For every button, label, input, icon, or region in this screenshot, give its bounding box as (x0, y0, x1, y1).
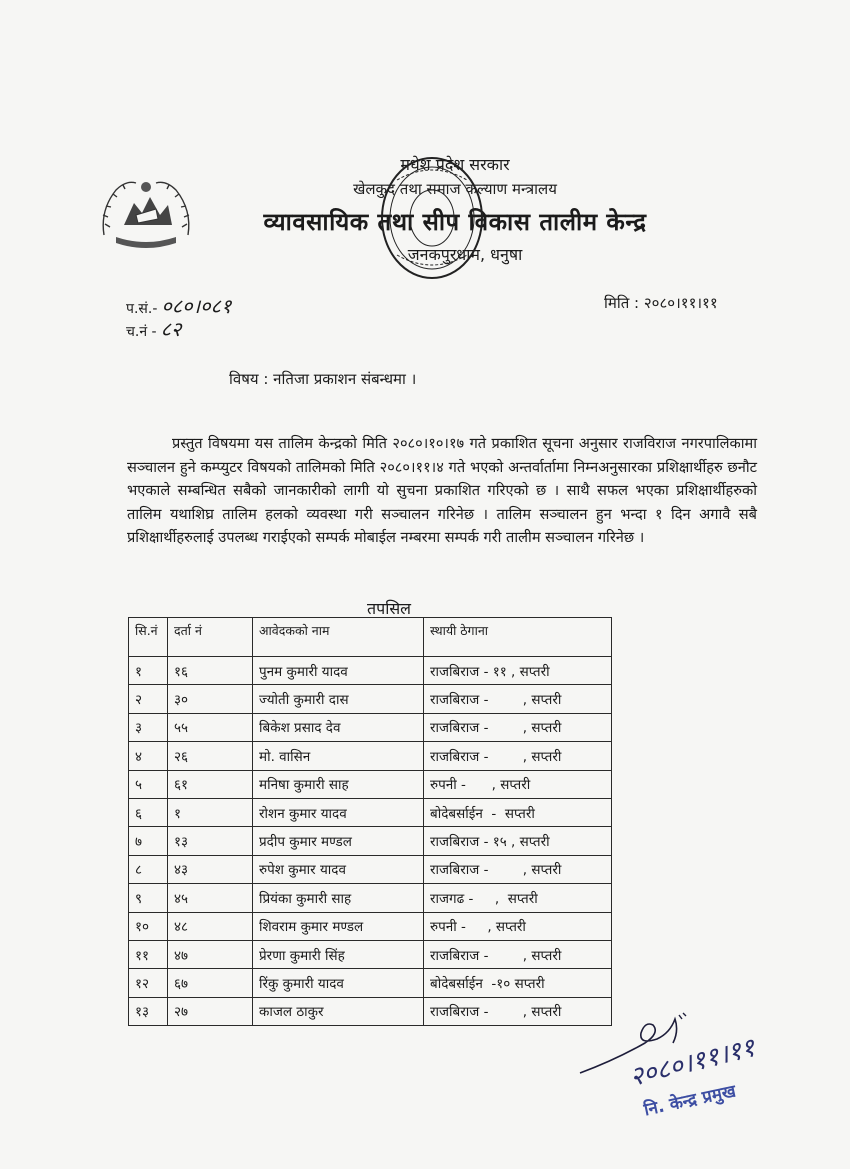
notice-body: प्रस्तुत विषयमा यस तालिम केन्द्रको मिति २०८०।१०।१७ गते प्रकाशित सूचना अनुसार राजविराज नगरपालिकामा सञ्चालन हुने कम्प्युटर विषयको तालिमको मिति २०८०।११।४ गते भएको अन्तर्वार्तामा निम्नअनुसारका प्रशिक्षार्थीहरु छनौट भएकाले सम्बन्धित सबैको जानकारीको लागी यो सुचना प्रकाशित गरिएको छ । साथै सफल भएका प्रशिक्षार्थीहरुको तालिम यथाशिघ्र तालिम हलको व्यवस्था गरी सञ्चालन गरिनेछ । तालिम सञ्चालन हुन भन्दा १ दिन अगावै सबै प्रशिक्षार्थीहरुलाई उपलब्ध गराईएको सम्पर्क मोबाईल नम्बरमा सम्पर्क गरी तालीम सञ्चालन गरिनेछ । (127, 435, 757, 546)
registration-number-cell: १ (168, 798, 253, 826)
signer-title: नि. केन्द्र प्रमुख (642, 1081, 738, 1121)
serial-number-cell: ८ (129, 855, 168, 883)
column-header: सि.नं (129, 618, 168, 657)
address-cell: राजबिराज - १५ , सप्तरी (424, 827, 612, 855)
center-location: जनकपुरधाम, धनुषा (407, 245, 523, 264)
table-row (129, 969, 612, 997)
registration-number-cell: १६ (168, 657, 253, 685)
registration-number-cell: ३० (168, 685, 253, 713)
serial-number-cell: २ (129, 685, 168, 713)
table-row (129, 798, 612, 826)
applicant-name-cell: पुनम कुमारी यादव (253, 657, 424, 685)
serial-number-cell: ११ (129, 940, 168, 968)
serial-number-cell: १० (129, 912, 168, 940)
column-header: स्थायी ठेगाना (424, 618, 612, 657)
applicant-name-cell: ज्योती कुमारी दास (253, 685, 424, 713)
table-row (129, 997, 612, 1025)
address-cell: राजबिराज - , सप्तरी (424, 742, 612, 770)
registration-number-cell: ६१ (168, 770, 253, 798)
address-cell: राजबिराज - ११ , सप्तरी (424, 657, 612, 685)
column-header: दर्ता नं (168, 618, 253, 657)
applicant-name-cell: शिवराम कुमार मण्डल (253, 912, 424, 940)
applicant-name-cell: बिकेश प्रसाद देव (253, 713, 424, 741)
reference-number: प.सं.- ०८०।०८१ (126, 294, 232, 318)
registration-number-cell: २६ (168, 742, 253, 770)
address-cell: राजगढ - , सप्तरी (424, 884, 612, 912)
signature-date: २०८०।११।११ (626, 1032, 759, 1093)
applicant-name-cell: प्रेरणा कुमारी सिंह (253, 940, 424, 968)
address-cell: रुपनी - , सप्तरी (424, 912, 612, 940)
table-row (129, 685, 612, 713)
registration-number-cell: ४३ (168, 855, 253, 883)
table-row (129, 770, 612, 798)
table-row (129, 657, 612, 685)
notice-date: मिति : २०८०।११।११ (604, 294, 718, 312)
address-cell: बोदेबर्साईन - सप्तरी (424, 798, 612, 826)
office-stamp-seal (375, 150, 490, 285)
table-caption: तपसिल (367, 599, 412, 618)
table-row (129, 912, 612, 940)
selected-trainees-table (128, 617, 612, 1026)
registration-number-cell: ४५ (168, 884, 253, 912)
government-name: मधेश प्रदेश सरकार (400, 155, 510, 174)
applicant-name-cell: रुपेश कुमार यादव (253, 855, 424, 883)
registration-number-cell: ४८ (168, 912, 253, 940)
applicant-name-cell: काजल ठाकुर (253, 997, 424, 1025)
applicant-name-cell: मो. वासिन (253, 742, 424, 770)
serial-number-cell: ६ (129, 798, 168, 826)
table-row (129, 827, 612, 855)
serial-number-cell: ९ (129, 884, 168, 912)
serial-number-cell: ५ (129, 770, 168, 798)
registration-number-cell: ६७ (168, 969, 253, 997)
serial-number-cell: १ (129, 657, 168, 685)
serial-number-cell: ४ (129, 742, 168, 770)
address-cell: राजबिराज - , सप्तरी (424, 940, 612, 968)
serial-number-cell: ३ (129, 713, 168, 741)
serial-number-cell: १२ (129, 969, 168, 997)
dispatch-number: च.नं - ८२ (126, 317, 182, 341)
center-name: व्यावसायिक तथा सीप विकास तालीम केन्द्र (263, 208, 647, 236)
address-cell: राजबिराज - , सप्तरी (424, 713, 612, 741)
table-row (129, 713, 612, 741)
address-cell: राजबिराज - , सप्तरी (424, 855, 612, 883)
address-cell: राजबिराज - , सप्तरी (424, 997, 612, 1025)
column-header: आवेदकको नाम (253, 618, 424, 657)
address-cell: रुपनी - , सप्तरी (424, 770, 612, 798)
applicant-name-cell: प्रियंका कुमारी साह (253, 884, 424, 912)
registration-number-cell: ५५ (168, 713, 253, 741)
applicant-name-cell: रिंकु कुमारी यादव (253, 969, 424, 997)
address-cell: बोदेबर्साईन -१० सप्तरी (424, 969, 612, 997)
registration-number-cell: १३ (168, 827, 253, 855)
ministry-name: खेलकुद तथा समाज कल्याण मन्त्रालय (353, 180, 557, 198)
applicant-name-cell: मनिषा कुमारी साह (253, 770, 424, 798)
applicant-name-cell: रोशन कुमार यादव (253, 798, 424, 826)
applicant-name-cell: प्रदीप कुमार मण्डल (253, 827, 424, 855)
table-row (129, 884, 612, 912)
registration-number-cell: ४७ (168, 940, 253, 968)
table-header-row (129, 618, 612, 657)
serial-number-cell: १३ (129, 997, 168, 1025)
table-row (129, 855, 612, 883)
serial-number-cell: ७ (129, 827, 168, 855)
subject-line: विषय : नतिजा प्रकाशन संबन्धमा । (229, 370, 417, 388)
address-cell: राजबिराज - , सप्तरी (424, 685, 612, 713)
table-row (129, 940, 612, 968)
table-row (129, 742, 612, 770)
registration-number-cell: २७ (168, 997, 253, 1025)
